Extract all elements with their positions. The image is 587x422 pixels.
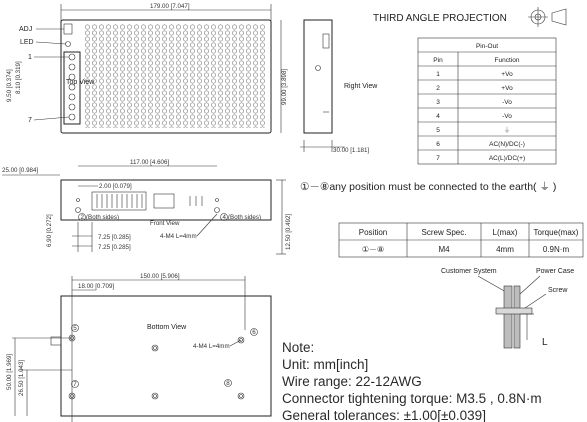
front-h-dim: 12.50 [0.492]: [285, 213, 292, 250]
note-unit: Unit: mm[inch]: [282, 357, 369, 372]
front-x1-dim: 7.25 [0.285]: [98, 234, 131, 241]
pinout-function: ⏚: [503, 127, 511, 134]
screw-header-torque: Torque(max): [533, 228, 579, 237]
pinout-function: +Vo: [501, 71, 513, 78]
pinout-function: +Vo: [501, 85, 513, 92]
pitch2-dim: 8.10 [0.319]: [15, 61, 22, 94]
projection-title: THIRD ANGLE PROJECTION: [373, 13, 507, 24]
right-depth-dim: 30.00 [1.181]: [333, 147, 370, 154]
pinout-pin: 6: [436, 141, 440, 148]
adj-label: ADJ: [19, 26, 33, 33]
pinout-pin: 2: [436, 85, 440, 92]
pin7-label: 7: [28, 117, 32, 124]
screw-header-position: Position: [358, 228, 388, 237]
screw-position: ①－⑧: [361, 245, 385, 254]
both-sides-left: (Both sides): [86, 214, 120, 221]
top-height-dim: 99.00 [3.898]: [281, 68, 288, 105]
pinout-pin: 3: [436, 99, 440, 106]
terminal-screws: [69, 54, 75, 120]
screw-detail: [441, 268, 574, 348]
top-view: [6, 3, 288, 133]
top-width-dim: 179.00 [7.047]: [150, 3, 190, 10]
bottom-off-dim: 18.00 [0.709]: [78, 283, 115, 290]
pinout-pin: 1: [436, 71, 440, 78]
screw-header-spec: Screw Spec.: [421, 228, 467, 237]
note-wire-range: Wire range: 22-12AWG: [282, 374, 422, 389]
pos8-label: 8: [226, 380, 230, 387]
pinout-header-function: Function: [494, 57, 520, 64]
screw-spec: M4: [438, 245, 450, 254]
pinout-function: -Vo: [502, 113, 512, 120]
pinout-pin: 7: [436, 155, 440, 162]
bottom-h2-dim: 26.50 [1.043]: [18, 359, 25, 396]
screw-torque: 0.9N·m: [542, 245, 570, 254]
pinout-header-pin: Pin: [433, 57, 443, 64]
note-tolerance: General tolerances: ±1.00[±0.039]: [282, 408, 486, 422]
customer-system-label: Customer System: [441, 268, 497, 275]
bottom-view-label: Bottom View: [147, 324, 187, 331]
pos6-label: 6: [252, 329, 256, 336]
front-x2-dim: 7.25 [0.285]: [98, 244, 131, 251]
notes: [282, 340, 542, 422]
power-case-label: Power Case: [536, 268, 575, 275]
bottom-view: [6, 273, 271, 422]
pinout-pin: 4: [436, 113, 440, 120]
pinout-function: AC(L)/DC(+): [488, 155, 526, 162]
front-hole-dim: 6.90 [0.272]: [46, 214, 53, 247]
screw-label: Screw: [548, 287, 568, 294]
front-span-dim: 117.00 [4.606]: [130, 159, 170, 166]
note-title: Note:: [282, 340, 315, 355]
pitch-dim: 9.50 [0.374]: [6, 69, 13, 102]
front-left-dim: 25.00 [0.984]: [2, 167, 39, 174]
screw-lmax: 4mm: [496, 245, 514, 254]
pinout-function: -Vo: [502, 99, 512, 106]
right-view-label: Right View: [344, 83, 378, 90]
vent-slots: [97, 194, 142, 208]
bottom-screw-note: 4-M4 L=4mm: [193, 343, 230, 350]
pos5-label: 5: [73, 325, 77, 332]
pos7-label: 7: [73, 381, 77, 388]
front-screw-note: 4-M4 L=4mm: [160, 233, 197, 240]
screw-header-lmax: L(max): [492, 228, 518, 237]
front-view: [2, 159, 292, 254]
bottom-h1-dim: 50.00 [1.969]: [6, 353, 13, 390]
pinout-function: AC(N)/DC(-): [489, 141, 525, 148]
pinout-pin: 5: [436, 127, 440, 134]
projection-symbol-icon: [528, 7, 566, 27]
note-torque: Connector tightening torque: M3.5 , 0.8N·m: [282, 391, 542, 406]
pos2-label: 2: [80, 214, 84, 221]
earth-note: ①－⑧any position must be connected to the earth( ⏚ ): [300, 181, 557, 193]
screw-table: [339, 223, 583, 257]
led-label: LED: [20, 39, 34, 46]
right-view: [300, 20, 378, 154]
top-view-label: Top View: [66, 79, 95, 86]
front-off-dim: 2.00 [0.079]: [99, 183, 132, 190]
front-view-label: Front View: [150, 220, 180, 227]
both-sides-right: (Both sides): [228, 214, 262, 221]
bottom-span-dim: 150.00 [5.906]: [140, 273, 180, 280]
pinout-title: Pin-Out: [475, 43, 499, 50]
pin1-label: 1: [28, 54, 32, 61]
pinout-table: [418, 38, 556, 164]
pos4-label: 4: [222, 214, 226, 221]
l-label: L: [542, 337, 548, 348]
